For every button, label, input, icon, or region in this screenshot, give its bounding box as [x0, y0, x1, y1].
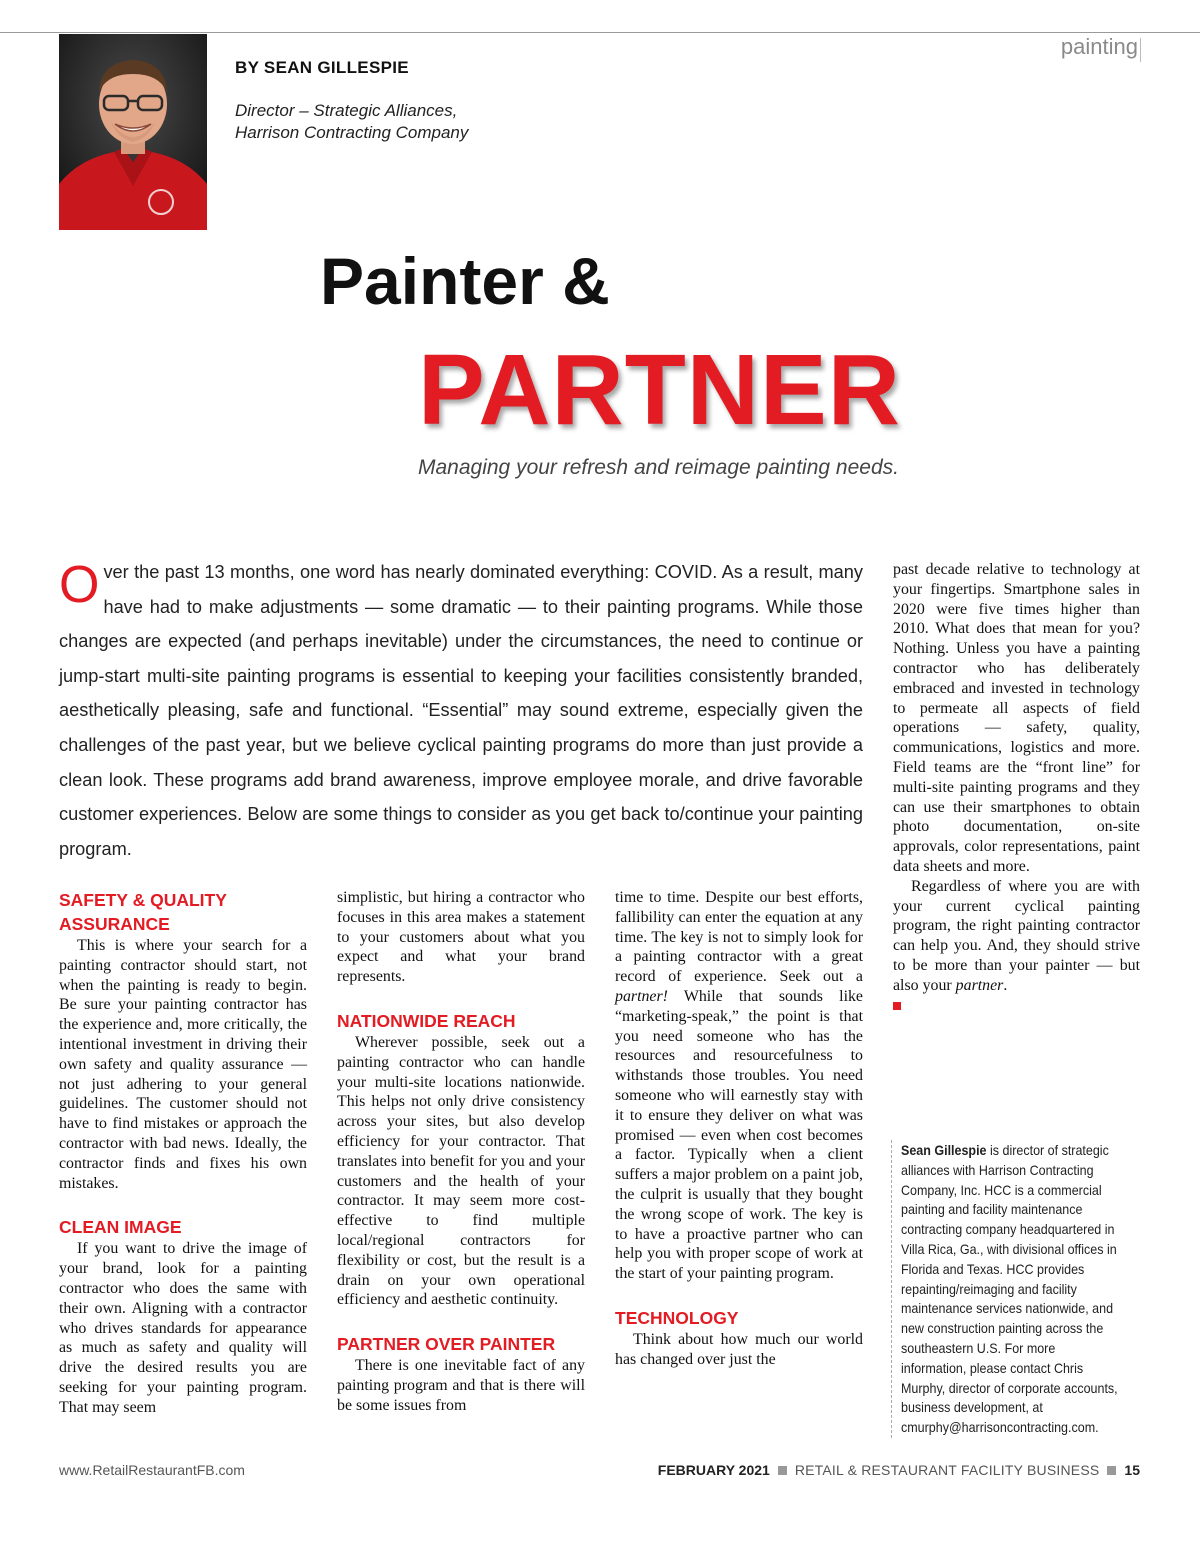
- lead-paragraph: [59, 555, 863, 866]
- bio-text: is director of strategic alliances with Harrison Contracting Company, Inc. HCC is a commercial painting and facility maintenance contracting company headquartered in Villa Rica, Ga., with divisional offices in Florida and Texas. HCC provides repainting/reimaging and facility maintenance services nationwide, and new construction painting across the southeastern U.S. For more information, please contact Chris Murphy, director of corporate accounts, business development, at cmurphy@harrisoncontracting.com.: [901, 1143, 1118, 1436]
- partner-cont-text-b: While that sounds like “marketing-speak,” the point is that you need someone who has the resources and resourcefulness to withstands those troubles. You need someone who will earnestly stay with it to ensure they deliver on what was promised — even when cost becomes a factor. Typically when a client suffers a major problem on a paint job, the culprit is usually that they bought the wrong scope of work. The key is to have a proactive partner who can help you with proper scope of work at the start of your painting program.: [615, 987, 863, 1283]
- headline-line-1: Painter &: [320, 244, 610, 318]
- article-column-1: [59, 888, 307, 1418]
- paragraph-technology-cont: past decade relative to technology at your fingertips. Smartphone sales in 2020 were five times higher than 2010. What does that mean for you? Nothing. Unless you have a painting contractor who has deliberately embraced and invested in technology to permeate all aspects of field operations — safety, quality, communications, logistics and more. Field teams are the “front line” for multi-site painting programs and they can use their smartphones to obtain photo documentation, on-site approvals, color representations, paint data sheets and more.: [893, 561, 1140, 875]
- headline-line-2: PARTNER: [418, 334, 901, 446]
- author-portrait-graphic: [59, 34, 207, 230]
- author-photo: [59, 34, 207, 230]
- paragraph-clean-image-cont: simplistic, but hiring a contractor who focuses in this area makes a statement to your customers about what you expect and what your brand represents.: [337, 889, 585, 986]
- footer-website[interactable]: www.RetailRestaurantFB.com: [59, 1462, 245, 1478]
- conclusion-text-a: Regardless of where you are with your current cyclical painting program, the right painting contractor can help you. And, they should strive to be more than your painter — but also your: [893, 877, 1140, 994]
- author-byline: BY SEAN GILLESPIE: [235, 58, 409, 77]
- article-column-4: [893, 560, 1140, 1015]
- partner-cont-emphasis: partner!: [615, 987, 668, 1005]
- conclusion-text-b: .: [1003, 976, 1008, 994]
- bio-name: Sean Gillespie: [901, 1143, 987, 1158]
- paragraph-nationwide-reach: Wherever possible, seek out a painting contractor who can handle your multi-site locations nationwide. This helps not only drive consistency across your sites, but also develop efficiency for your contractor. That translates into benefit for you and your customers and the health of your contractor. It may seem more cost-effective to find multiple local/regional contractors for flexibility or cost, but the result is a drain on your own operational efficiency and aesthetic continuity.: [337, 1033, 585, 1309]
- paragraph-clean-image: If you want to drive the image of your brand, look for a painting contractor who does the same with their own. Aligning with a contractor who drives standards for appearance as much as safety and quality will drive the desired results you are seeking for your painting program. That may seem: [59, 1240, 307, 1416]
- top-rule: [0, 32, 1200, 33]
- conclusion-emphasis: partner: [955, 976, 1004, 994]
- square-separator-icon: [1107, 1466, 1116, 1475]
- heading-partner-over-painter: PARTNER OVER PAINTER: [337, 1334, 556, 1355]
- author-title-line: Director – Strategic Alliances,: [235, 101, 458, 120]
- heading-safety-quality: SAFETY & QUALITY ASSURANCE: [59, 890, 227, 934]
- article-column-2: [337, 888, 585, 1416]
- author-bio: [901, 1141, 1122, 1438]
- paragraph-safety-quality: This is where your search for a painting contractor should start, not when the painting is ready to begin. Be sure your painting contractor has the experience and, more critically, the intentional investment in driving their own safety and quality assurance — not just adhering to your general guidelines. The customer should not have to find mistakes or approach the contractor with bad news. Ideally, the contractor finds and fixes his own mistakes.: [59, 937, 307, 1192]
- heading-nationwide-reach: NATIONWIDE REACH: [337, 1010, 516, 1031]
- page-number: 15: [1124, 1462, 1140, 1478]
- square-separator-icon: [778, 1466, 787, 1475]
- footer-publication: RETAIL & RESTAURANT FACILITY BUSINESS: [794, 1462, 1100, 1478]
- deck-subtitle: Managing your refresh and reimage painting needs.: [418, 456, 899, 479]
- paragraph-conclusion: [893, 877, 1140, 996]
- author-company-line: Harrison Contracting Company: [235, 123, 469, 142]
- footer-folio: [658, 1462, 1140, 1478]
- article-column-3: [615, 888, 863, 1370]
- end-mark-icon: [893, 1002, 901, 1010]
- section-divider: [1140, 38, 1141, 62]
- partner-cont-text-a: time to time. Despite our best efforts, fallibility can enter the equation at any time. The key is not to simply look for a painting contractor with a great record of experience. Seek out a: [615, 889, 863, 986]
- drop-cap: O: [59, 556, 100, 614]
- paragraph-technology: Think about how much our world has changed over just the: [615, 1330, 863, 1368]
- paragraph-partner-over-painter: There is one inevitable fact of any painting program and that is there will be some issues from: [337, 1357, 585, 1414]
- heading-technology: TECHNOLOGY: [615, 1307, 739, 1328]
- paragraph-partner-cont: [615, 888, 863, 1284]
- section-tag: painting: [1060, 34, 1138, 59]
- heading-clean-image: CLEAN IMAGE: [59, 1217, 182, 1238]
- footer-date: FEBRUARY 2021: [657, 1462, 770, 1478]
- bio-divider: [891, 1140, 893, 1438]
- lead-text: ver the past 13 months, one word has nearly dominated everything: COVID. As a result, many have had to make adjustments — some dramatic — to their painting programs. While those changes are expected (and perhaps inevitable) under the circumstances, the need to continue or jump-start multi-site painting programs is essential to keeping your facilities consistently branded, aesthetically pleasing, safe and functional. “Essential” may sound extreme, especially given the challenges of the past year, but we believe cyclical painting programs do more than just provide a clean look. These programs add brand awareness, improve employee morale, and drive favorable customer experiences. Below are some things to consider as you get back to/continue your painting program.: [59, 562, 863, 859]
- author-title: [235, 100, 468, 144]
